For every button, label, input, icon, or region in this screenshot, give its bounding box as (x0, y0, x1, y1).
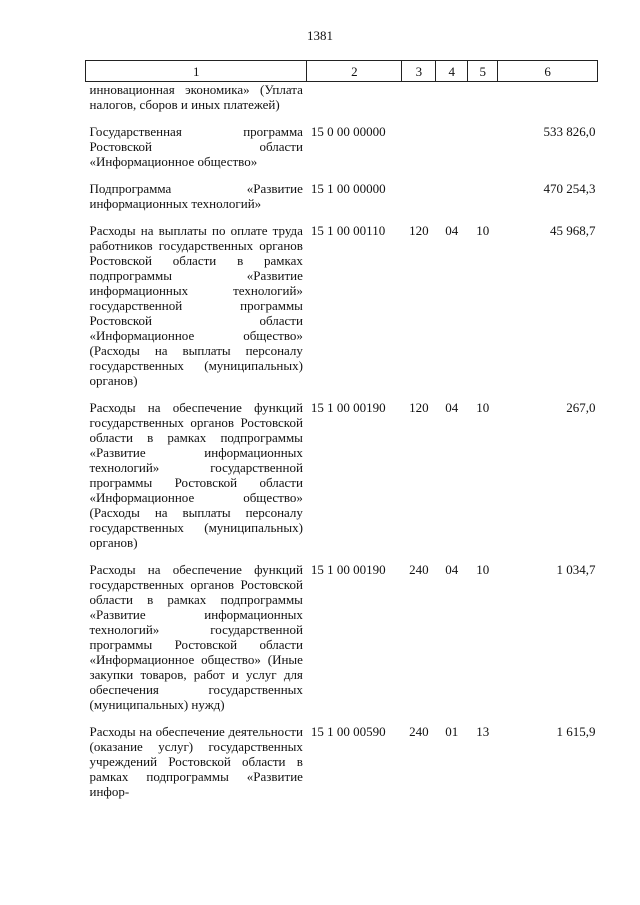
table-row (86, 124, 598, 169)
row-code: 15 1 00 00190 (310, 400, 386, 415)
table-row (86, 223, 598, 388)
row-c5: 10 (476, 562, 490, 577)
header-cell: 2 (307, 61, 402, 82)
row-sum: 470 254,3 (543, 181, 596, 196)
row-c5: 13 (476, 724, 490, 739)
row-name: Государственная программа Ростовской области «Информационное общество» (89, 124, 303, 169)
row-sum (498, 82, 598, 113)
row-c4: 04 (445, 400, 459, 415)
row-c3: 120 (409, 400, 429, 415)
row-c3 (402, 124, 436, 169)
row-c5 (468, 181, 498, 211)
row-c5 (468, 82, 498, 113)
header-cell: 1 (86, 61, 307, 82)
row-code: 15 1 00 00000 (310, 181, 386, 196)
header-cell: 5 (468, 61, 498, 82)
row-c4: 01 (445, 724, 459, 739)
row-name: Расходы на обеспечение функций государственных органов Ростовской области в рамках подпрограммы «Развитие информационных технологий» государственной программы Ростовской области «Информационное общество» (Иные закупки товаров, работ и услуг для обеспечения государственных (муниципальных) нужд) (89, 562, 303, 712)
row-code: 15 0 00 00000 (310, 124, 386, 139)
table-row (86, 400, 598, 550)
budget-table (85, 60, 598, 799)
row-sum: 1 034,7 (556, 562, 596, 577)
row-code: 15 1 00 00590 (310, 724, 386, 739)
row-code: 15 1 00 00110 (310, 223, 386, 238)
row-sum: 1 615,9 (556, 724, 596, 739)
row-name: Расходы на обеспечение функций государственных органов Ростовской области в рамках подпрограммы «Развитие информационных технологий» государственной программы Ростовской области «Информационное общество» (Расходы на выплаты персоналу государственных (муниципальных) органов) (89, 400, 303, 550)
row-name: инновационная экономика» (Уплата налогов, сборов и иных платежей) (89, 82, 303, 112)
table-row (86, 562, 598, 712)
row-code: 15 1 00 00190 (310, 562, 386, 577)
row-c4: 04 (445, 223, 459, 238)
row-name: Расходы на обеспечение деятельности (оказание услуг) государственных учреждений Ростовской области в рамках подпрограммы «Развитие инфор- (89, 724, 303, 799)
row-sum: 533 826,0 (543, 124, 596, 139)
row-c4 (436, 181, 468, 211)
row-c5: 10 (476, 400, 490, 415)
row-c4: 04 (445, 562, 459, 577)
row-c3: 240 (409, 724, 429, 739)
row-c4 (436, 124, 468, 169)
row-c4 (436, 82, 468, 113)
table-row (86, 724, 598, 799)
row-c3: 240 (409, 562, 429, 577)
row-c3: 120 (409, 223, 429, 238)
row-c3 (402, 181, 436, 211)
row-name: Расходы на выплаты по оплате труда работников государственных органов Ростовской области в рамках подпрограммы «Развитие информационных технологий» государственной программы Ростовской области «Информационное общество» (Расходы на выплаты персоналу государственных (муниципальных) органов) (89, 223, 303, 388)
row-c5: 10 (476, 223, 490, 238)
table-row (86, 181, 598, 211)
header-cell: 3 (402, 61, 436, 82)
row-name: Подпрограмма «Развитие информационных технологий» (89, 181, 303, 211)
row-sum: 45 968,7 (550, 223, 596, 238)
table-row (86, 82, 598, 113)
row-c5 (468, 124, 498, 169)
row-sum: 267,0 (566, 400, 596, 415)
header-cell: 6 (498, 61, 598, 82)
row-code (307, 82, 402, 113)
table-header-row (86, 61, 598, 82)
row-c3 (402, 82, 436, 113)
page-number: 1381 (307, 28, 333, 43)
header-cell: 4 (436, 61, 468, 82)
